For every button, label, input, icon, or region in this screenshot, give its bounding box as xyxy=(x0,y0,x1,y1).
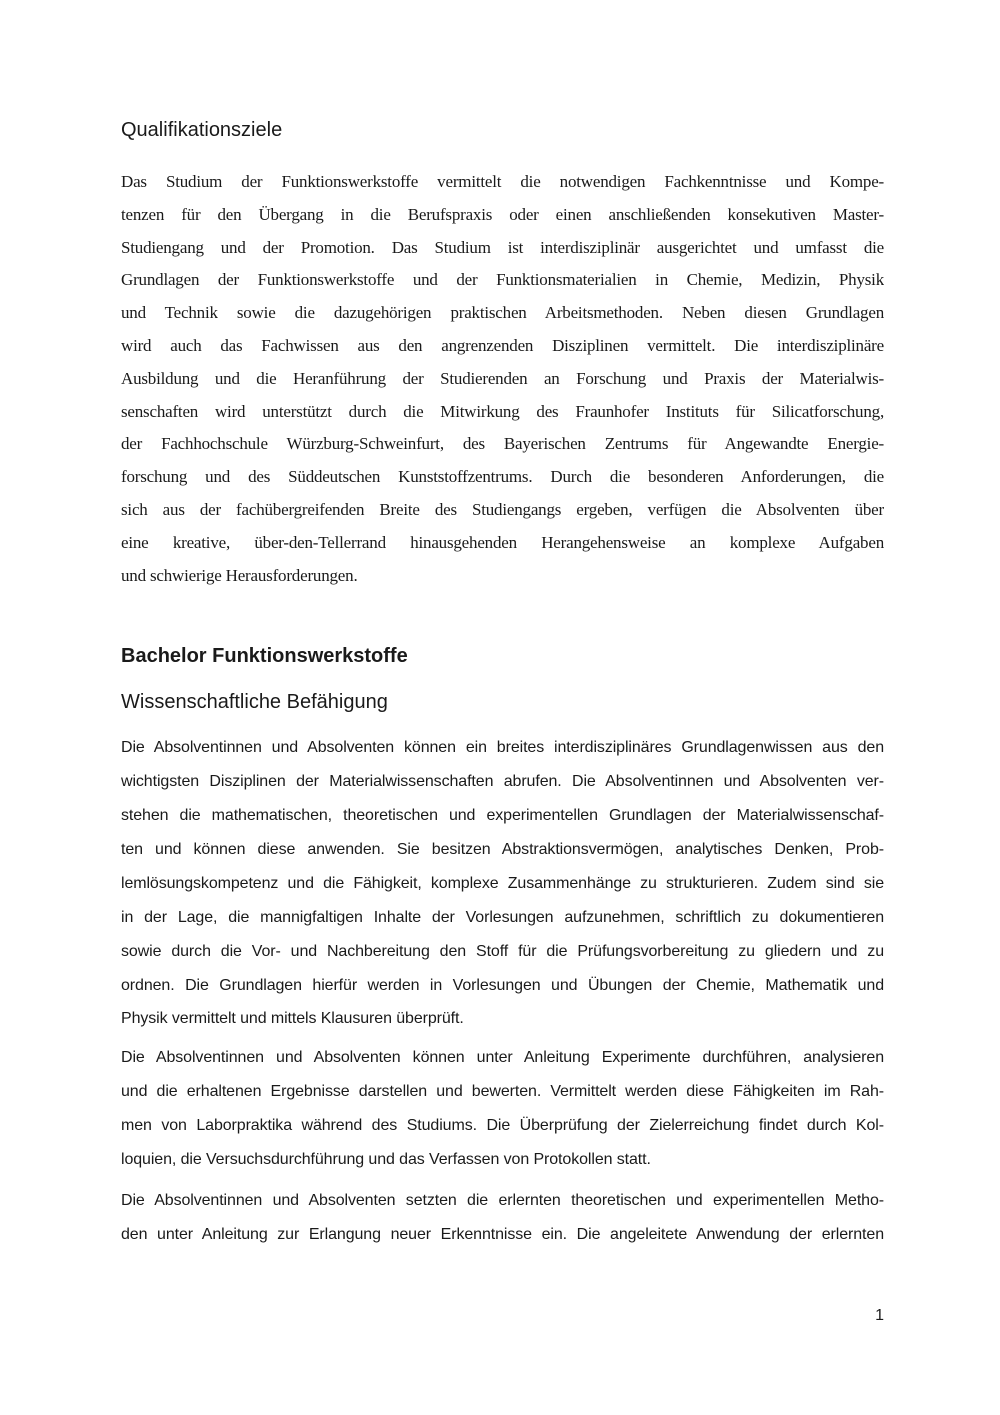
text-line: eine kreative, über-den-Tellerrand hinausgehenden Herangehensweise an komplexe Aufgaben xyxy=(121,532,884,552)
text-line: loquien, die Versuchsdurchführung und das Verfassen von Protokollen statt. xyxy=(121,1151,651,1169)
document-content xyxy=(121,0,884,1252)
text-line: sowie durch die Vor- und Nachbereitung den Stoff für die Prüfungsvorbereitung zu gliedern und zu xyxy=(121,942,884,960)
text-line: Die Absolventinnen und Absolventen können ein breites interdisziplinäres Grundlagenwissen aus den xyxy=(121,739,884,757)
text-line: Die Absolventinnen und Absolventen setzten die erlernten theoretischen und experimentellen Metho- xyxy=(121,1191,884,1209)
body-paragraph-2 xyxy=(121,1041,884,1177)
text-line: ten und können diese anwenden. Sie besitzen Abstraktionsvermögen, analytisches Denken, Prob- xyxy=(121,841,884,859)
body-paragraph-3 xyxy=(121,1184,884,1252)
text-line: Studiengang und der Promotion. Das Studium ist interdisziplinär ausgerichtet und umfasst die xyxy=(121,237,884,257)
page-number: 1 xyxy=(875,1307,884,1324)
text-line: men von Laborpraktika während des Studiums. Die Überprüfung der Zielerreichung findet durch Kol- xyxy=(121,1117,884,1135)
text-line: wichtigsten Disziplinen der Materialwissenschaften abrufen. Die Absolventinnen und Absolventen ver- xyxy=(121,773,884,791)
text-line: Das Studium der Funktionswerkstoffe vermittelt die notwendigen Fachkenntnisse und Kompe- xyxy=(121,172,884,191)
text-line: ordnen. Die Grundlagen hierfür werden in Vorlesungen und Übungen der Chemie, Mathematik und xyxy=(121,976,884,994)
text-line: Die Absolventinnen und Absolventen können unter Anleitung Experimente durchführen, analysieren xyxy=(121,1049,884,1067)
text-line: Grundlagen der Funktionswerkstoffe und der Funktionsmaterialien in Chemie, Medizin, Physik xyxy=(121,270,884,290)
text-line: lemlösungskompetenz und die Fähigkeit, komplexe Zusammenhänge zu strukturieren. Zudem sind sie xyxy=(121,874,884,892)
body-paragraph-1 xyxy=(121,731,884,1036)
document-title: Qualifikationsziele xyxy=(121,119,283,141)
text-line: und Technik sowie die dazugehörigen praktischen Arbeitsmethoden. Neben diesen Grundlagen xyxy=(121,303,884,323)
text-line: forschung und des Süddeutschen Kunststoffzentrums. Durch die besonderen Anforderungen, die xyxy=(121,467,884,487)
subsection-heading: Wissenschaftliche Befähigung xyxy=(121,691,388,714)
text-line: tenzen für den Übergang in die Berufspraxis oder einen anschließenden konsekutiven Master- xyxy=(121,204,884,224)
text-line: in der Lage, die mannigfaltigen Inhalte der Vorlesungen aufzunehmen, schriftlich zu dokumentieren xyxy=(121,908,884,926)
intro-paragraph xyxy=(121,166,884,592)
text-line: den unter Anleitung zur Erlangung neuer Erkenntnisse ein. Die angeleitete Anwendung der erlernten xyxy=(121,1225,884,1243)
text-line: senschaften wird unterstützt durch die Mitwirkung des Fraunhofer Instituts für Silicatforschung, xyxy=(121,401,884,421)
text-line: stehen die mathematischen, theoretischen und experimentellen Grundlagen der Materialwissenschaf- xyxy=(121,807,884,825)
text-line: Physik vermittelt und mittels Klausuren überprüft. xyxy=(121,1010,464,1028)
text-line: Ausbildung und die Heranführung der Studierenden an Forschung und Praxis der Materialwis- xyxy=(121,368,884,388)
text-line: der Fachhochschule Würzburg-Schweinfurt, des Bayerischen Zentrums für Angewandte Energie- xyxy=(121,434,884,454)
text-line: sich aus der fachübergreifenden Breite des Studiengangs ergeben, verfügen die Absolventen über xyxy=(121,499,884,519)
text-line: und schwierige Herausforderungen. xyxy=(121,565,358,585)
text-line: wird auch das Fachwissen aus den angrenzenden Disziplinen vermittelt. Die interdisziplinäre xyxy=(121,335,884,355)
text-line: und die erhaltenen Ergebnisse darstellen und bewerten. Vermittelt werden diese Fähigkeiten im Rah- xyxy=(121,1083,884,1101)
section-heading: Bachelor Funktionswerkstoffe xyxy=(121,645,408,668)
